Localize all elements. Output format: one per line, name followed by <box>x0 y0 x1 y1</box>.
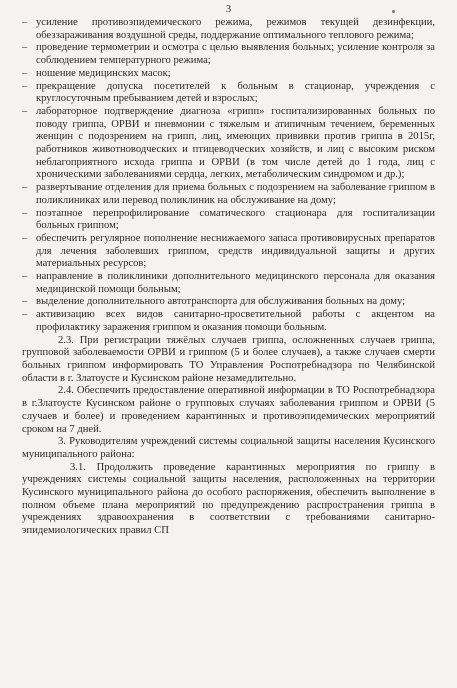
list-item-text: ношение медицинских масок; <box>36 67 171 79</box>
paragraph-2-3: 2.3. При регистрации тяжёлых случаев гриппа, осложненных случаев гриппа, групповой заболеваемости ОРВИ и гриппом (5 и более случаев), а также случаев смерти больных гриппом информировать ТО Управления Роспотребнадзора по Челябинской области в г. Златоусте и Кусинском районе незамедлительно. <box>22 334 435 384</box>
list-item <box>22 42 435 67</box>
list-item <box>22 233 435 271</box>
paragraph-3-1: 3.1. Продолжить проведение карантинных мероприятия по гриппу в учреждениях системы социальной защиты населения, расположенных на территории Кусинского муниципального района до особого распоряжения, обеспечить выполнение в полном объеме плана мероприятий по предупреждению распространения гриппа в учреждениях здравоохранения в соответствии с требованиями санитарно-эпидемиологических правил СП <box>22 461 435 537</box>
list-item <box>22 296 435 309</box>
dash-marker: – <box>22 309 28 321</box>
list-item-text: обеспечить регулярное пополнение неснижаемого запаса противовирусных препаратов для лечения заболевших гриппом, средств индивидуальной защиты и других материальных ресурсов; <box>36 232 435 270</box>
list-item <box>22 68 435 81</box>
list-item <box>22 17 435 42</box>
list-item-text: лабораторное подтверждение диагноза «грипп» госпитализированных больных по поводу гриппа, ОРВИ и пневмонии с тяжелым и атипичным течением, беременных женщин с подозрением на грипп, лиц, имеющих прививки против гриппа в 2015г, работников животноводческих и птицеводческих хозяйств, и лиц с высоким риском неблагоприятного исхода гриппа и ОРВИ (в том числе детей до 1 года, лиц с хроническими заболеваниями сердца, легких, метаболическим синдромом и др.); <box>36 105 435 181</box>
paragraph-2-4: 2.4. Обеспечить предоставление оперативной информации в ТО Роспотребнадзора в г.Златоусте Кусинском районе о групповых случаях заболевания гриппом и ОРВИ (5 случаев и более) и проведением карантинных и противоэпидемических мероприятий сроком на 7 дней. <box>22 385 435 435</box>
list-item-text: направление в поликлиники дополнительного медицинского персонала для оказания медицинской помощи больным; <box>36 271 435 295</box>
dash-marker: – <box>22 80 28 92</box>
list-item <box>22 81 435 106</box>
list-item-text: развертывание отделения для приема больных с подозрением на заболевание гриппом в поликлиниках или перевод поликлиник на обслуживание на дому; <box>36 182 435 206</box>
list-item-text: прекращение допуска посетителей к больным в стационар, учреждения с круглосуточным пребыванием детей и взрослых; <box>36 80 435 105</box>
list-item-text: активизацию всех видов санитарно-просветительной работы с акцентом на профилактику заражения гриппом и оказания помощи больным. <box>36 309 435 333</box>
scan-speck <box>392 10 395 13</box>
measures-list <box>22 17 435 335</box>
list-item-text: усиление противоэпидемического режима, режимов текущей дезинфекции, обеззараживания воздушной среды, поддержание оптимального теплового режима; <box>36 17 435 41</box>
dash-marker: – <box>22 17 28 28</box>
dash-marker: – <box>22 42 28 54</box>
dash-marker: – <box>22 232 28 244</box>
dash-marker: – <box>22 271 28 283</box>
list-item <box>22 106 435 182</box>
list-item <box>22 271 435 296</box>
dash-marker: – <box>22 207 28 219</box>
dash-marker: – <box>22 67 28 79</box>
page-number: 3 <box>225 4 232 15</box>
dash-marker: – <box>22 296 28 308</box>
list-item <box>22 208 435 233</box>
list-item-text: поэтапное перепрофилирование соматического стационара для госпитализации больных гриппом; <box>36 207 435 232</box>
list-item-text: проведение термометрии и осмотра с целью выявления больных; усиление контроля за соблюдением температурного режима; <box>36 42 435 67</box>
paragraph-3: 3. Руководителям учреждений системы социальной защиты населения Кусинского муниципального района: <box>22 436 435 460</box>
list-item-text: выделение дополнительного автотранспорта для обслуживания больных на дому; <box>36 296 406 308</box>
dash-marker: – <box>22 105 28 117</box>
list-item <box>22 182 435 207</box>
list-item <box>22 309 435 334</box>
dash-marker: – <box>22 182 28 194</box>
